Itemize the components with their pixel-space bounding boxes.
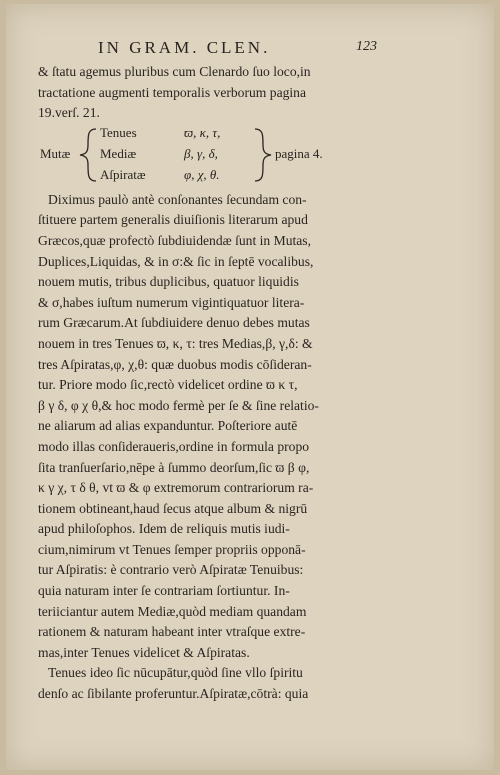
text-line: teriiciantur autem Mediæ,quòd mediam quandam [38, 603, 307, 619]
text-line: Diximus paulò antè conſonantes ſecundam con- [48, 191, 307, 207]
text-line: κ γ χ, τ δ θ, vt ϖ & φ extremorum contrariorum ra- [38, 480, 314, 496]
text-line: quia naturam inter ſe contrariam ſortiuntur. In- [38, 583, 290, 599]
text-line: & ſtatu agemus pluribus cum Clenardo ſuo loco,in [38, 64, 311, 79]
text-line: rationem & naturam habeant inter vtraſque extre- [38, 624, 306, 640]
text-line: denſo ac ſibilante proferuntur.Aſpiratæ,cōtrà: quia [38, 686, 309, 702]
mutes-table [38, 125, 394, 188]
row-name: Tenues [100, 124, 137, 140]
text-line: nouem mutis, tribus duplicibus, quatuor liquidis [38, 274, 299, 290]
left-brace [76, 125, 98, 185]
text-line: & σ,habes iuſtum numerum vigintiquatuor litera- [38, 294, 305, 310]
table-label: Mutæ [40, 145, 71, 161]
page-number: 123 [356, 39, 377, 54]
text-line: tionem obtineant,haud ſecus atque album & nigrū [38, 500, 308, 516]
text-line: 19.verſ. 21. [38, 105, 100, 121]
text-line: modo illas conſideraueris,ordine in formula propo [38, 438, 310, 454]
text-line: cium,nimirum vt Tenues ſemper propriis opponā- [38, 541, 306, 557]
row-letters: ϖ, κ, τ, [184, 124, 221, 140]
text-line: ſtituere partem generalis diuiſionis literarum apud [38, 212, 308, 228]
text-line: β γ δ, φ χ θ,& hoc modo fermè per ſe & ſine relatio- [38, 397, 319, 413]
table-row [100, 165, 220, 186]
text-line: nouem in tres Tenues ϖ, κ, τ: tres Medias,β, γ,δ: & [38, 335, 313, 351]
text-line: tur. Priore modo ſic,rectò videlicet ordine ϖ κ τ, [38, 377, 298, 393]
text-line: Tenues ideo ſic nūcupātur,quòd ſine vllo ſpiritu [48, 665, 303, 681]
row-name: Mediæ [100, 145, 137, 161]
text-line: tur Aſpiratis: è contrario verò Aſpiratæ Tenuibus: [38, 562, 304, 578]
text-line: Duplices,Liquidas, & in σ:& ſic in ſeptē vocalibus, [38, 253, 314, 269]
text-line: Græcos,quæ profectò ſubdiuidendæ ſunt in Mutas, [38, 232, 311, 248]
running-head: IN GRAM. CLEN. [98, 38, 271, 57]
row-letters: φ, χ, θ. [184, 166, 220, 182]
text-line: tres Aſpiratas,φ, χ,θ: quæ duobus modis cōſideran- [38, 356, 312, 372]
main-text [38, 62, 394, 705]
text-line: ſita tranſuerſario,nēpe à ſummo deorſum,ſic ϖ β φ, [38, 459, 310, 475]
text-line: mas,inter Tenues videlicet & Aſpiratas. [38, 644, 250, 660]
table-row [100, 144, 218, 165]
table-row [100, 123, 220, 144]
page-header [6, 38, 494, 60]
right-brace [253, 125, 275, 185]
text-line: tractatione augmenti temporalis verborum pagina [38, 84, 307, 100]
text-line: apud philoſophos. Idem de reliquis mutis iudi- [38, 521, 290, 537]
text-line: rum Græcarum.At ſubdiuidere denuo debes mutas [38, 315, 310, 331]
row-name: Aſpiratæ [100, 166, 146, 182]
text-line: ne aliarum ad alias expanduntur. Poſteriore autē [38, 418, 298, 434]
book-page [6, 4, 494, 770]
table-reference: pagina 4. [275, 145, 323, 161]
row-letters: β, γ, δ, [184, 145, 218, 161]
